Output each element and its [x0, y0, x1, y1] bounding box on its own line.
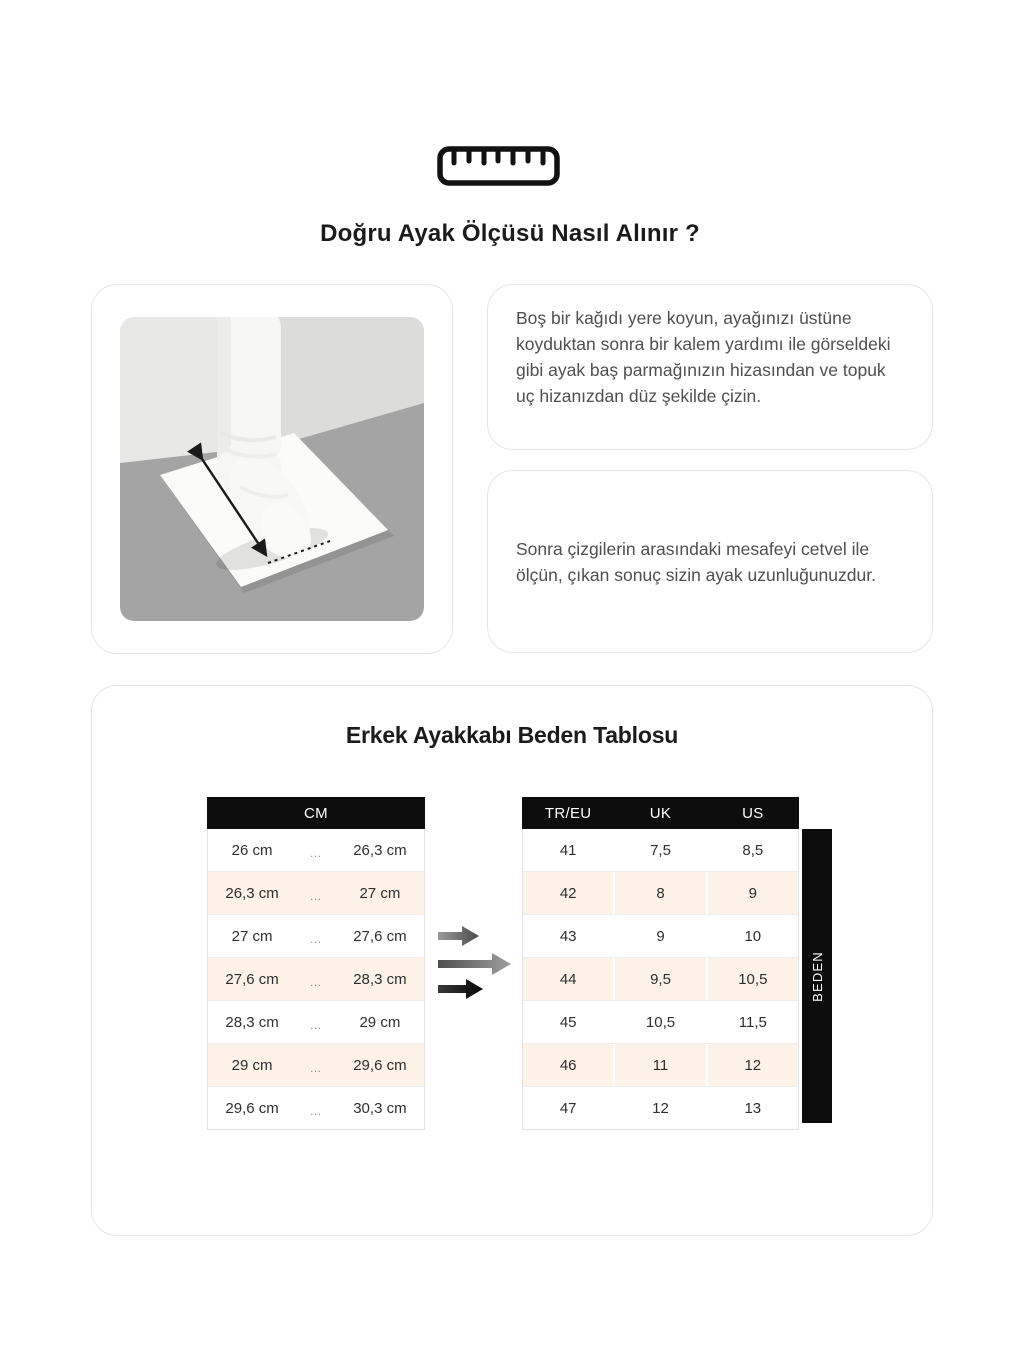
instruction-step-1-text: Boş bir kağıdı yere koyun, ayağınızı üstüne koyduktan sonra bir kalem yardımı ile görseldeki gibi ayak baş parmağınızın hizasından ve topuk uç hizanızdan düz şekilde çizin. — [516, 308, 891, 406]
size-value-cell: 11,5 — [706, 1001, 798, 1043]
size-value-cell: 12 — [706, 1044, 798, 1086]
conversion-table-body — [522, 829, 799, 1130]
conversion-column-header: UK — [649, 804, 672, 822]
beden-side-strip — [802, 829, 832, 1123]
size-value-cell: 44 — [559, 970, 577, 988]
cm-range-from: 27,6 cm — [225, 970, 279, 988]
instruction-step-1 — [487, 284, 933, 450]
cm-range-from: 29 cm — [231, 1056, 273, 1074]
cm-table-body — [207, 829, 425, 1130]
cm-table-row — [208, 829, 424, 871]
cm-range-to: 29 cm — [359, 1013, 401, 1031]
foot-measurement-illustration — [120, 317, 424, 621]
size-value-cell: 10,5 — [613, 1001, 705, 1043]
size-value-cell: 9 — [613, 915, 705, 957]
ruler-icon — [437, 146, 560, 186]
size-value-cell: 8 — [613, 872, 705, 914]
arrow-middle — [438, 953, 511, 975]
conversion-column-header: US — [742, 804, 764, 822]
range-separator: … — [309, 1017, 323, 1032]
conversion-table-row — [523, 914, 798, 957]
measurement-photo-card — [91, 284, 453, 654]
range-separator: … — [309, 845, 323, 860]
range-separator: … — [309, 931, 323, 946]
range-separator: … — [309, 1060, 323, 1075]
size-value-cell: 9 — [706, 872, 798, 914]
conversion-table-row — [523, 871, 798, 914]
cm-range-to: 30,3 cm — [353, 1099, 407, 1117]
conversion-table-row — [523, 1000, 798, 1043]
cm-table-row — [208, 1043, 424, 1086]
size-value-cell: 46 — [559, 1056, 577, 1074]
beden-label: BEDEN — [809, 950, 825, 1002]
cm-range-to: 28,3 cm — [353, 970, 407, 988]
size-value-cell: 12 — [613, 1087, 705, 1129]
cm-range-to: 26,3 cm — [353, 841, 407, 859]
conversion-column-header: TR/EU — [544, 804, 592, 822]
cm-table-row — [208, 1086, 424, 1129]
page-title: Doğru Ayak Ölçüsü Nasıl Alınır ? — [320, 220, 700, 247]
conversion-arrows-icon — [438, 919, 511, 999]
foot-measurement-photo — [120, 317, 424, 621]
size-chart-card — [91, 685, 933, 1236]
cm-range-from: 29,6 cm — [225, 1099, 279, 1117]
cm-range-to: 27 cm — [359, 884, 401, 902]
cm-range-to: 29,6 cm — [353, 1056, 407, 1074]
instruction-step-2 — [487, 470, 933, 653]
size-value-cell: 43 — [559, 927, 577, 945]
size-value-cell: 9,5 — [613, 958, 705, 1000]
conversion-table-row — [523, 1043, 798, 1086]
cm-range-from: 26 cm — [231, 841, 273, 859]
cm-range-to: 27,6 cm — [353, 927, 407, 945]
cm-table-header-label: CM — [304, 804, 328, 822]
size-value-cell: 41 — [559, 841, 577, 859]
arrow-top — [438, 926, 479, 946]
conversion-table-header — [522, 797, 799, 829]
cm-range-from: 28,3 cm — [225, 1013, 279, 1031]
arrow-bottom — [438, 979, 483, 999]
cm-table-row — [208, 957, 424, 1000]
conversion-table — [522, 797, 799, 1130]
instruction-text-column — [487, 284, 933, 654]
cm-table-row — [208, 914, 424, 957]
size-value-cell: 7,5 — [613, 829, 705, 871]
size-value-cell: 13 — [706, 1087, 798, 1129]
size-chart-title: Erkek Ayakkabı Beden Tablosu — [345, 722, 679, 748]
cm-table-row — [208, 1000, 424, 1043]
size-value-cell: 42 — [559, 884, 577, 902]
range-separator: … — [309, 888, 323, 903]
range-separator: … — [309, 1103, 323, 1118]
size-value-cell: 47 — [559, 1099, 577, 1117]
size-value-cell: 45 — [559, 1013, 577, 1031]
range-separator: … — [309, 974, 323, 989]
ruler-icon-wrap — [0, 146, 1020, 186]
conversion-table-row — [523, 957, 798, 1000]
conversion-table-row — [523, 1086, 798, 1129]
cm-table-header — [207, 797, 425, 829]
instruction-step-2-text: Sonra çizgilerin arasındaki mesafeyi cetvel ile ölçün, çıkan sonuç sizin ayak uzunluğunuzdur. — [516, 538, 876, 585]
cm-range-from: 27 cm — [231, 927, 273, 945]
cm-table — [207, 797, 425, 1130]
instruction-section — [91, 284, 933, 654]
size-value-cell: 10 — [706, 915, 798, 957]
cm-table-row — [208, 871, 424, 914]
size-value-cell: 11 — [613, 1044, 705, 1086]
conversion-table-row — [523, 829, 798, 871]
size-value-cell: 8,5 — [706, 829, 798, 871]
cm-range-from: 26,3 cm — [225, 884, 279, 902]
size-value-cell: 10,5 — [706, 958, 798, 1000]
